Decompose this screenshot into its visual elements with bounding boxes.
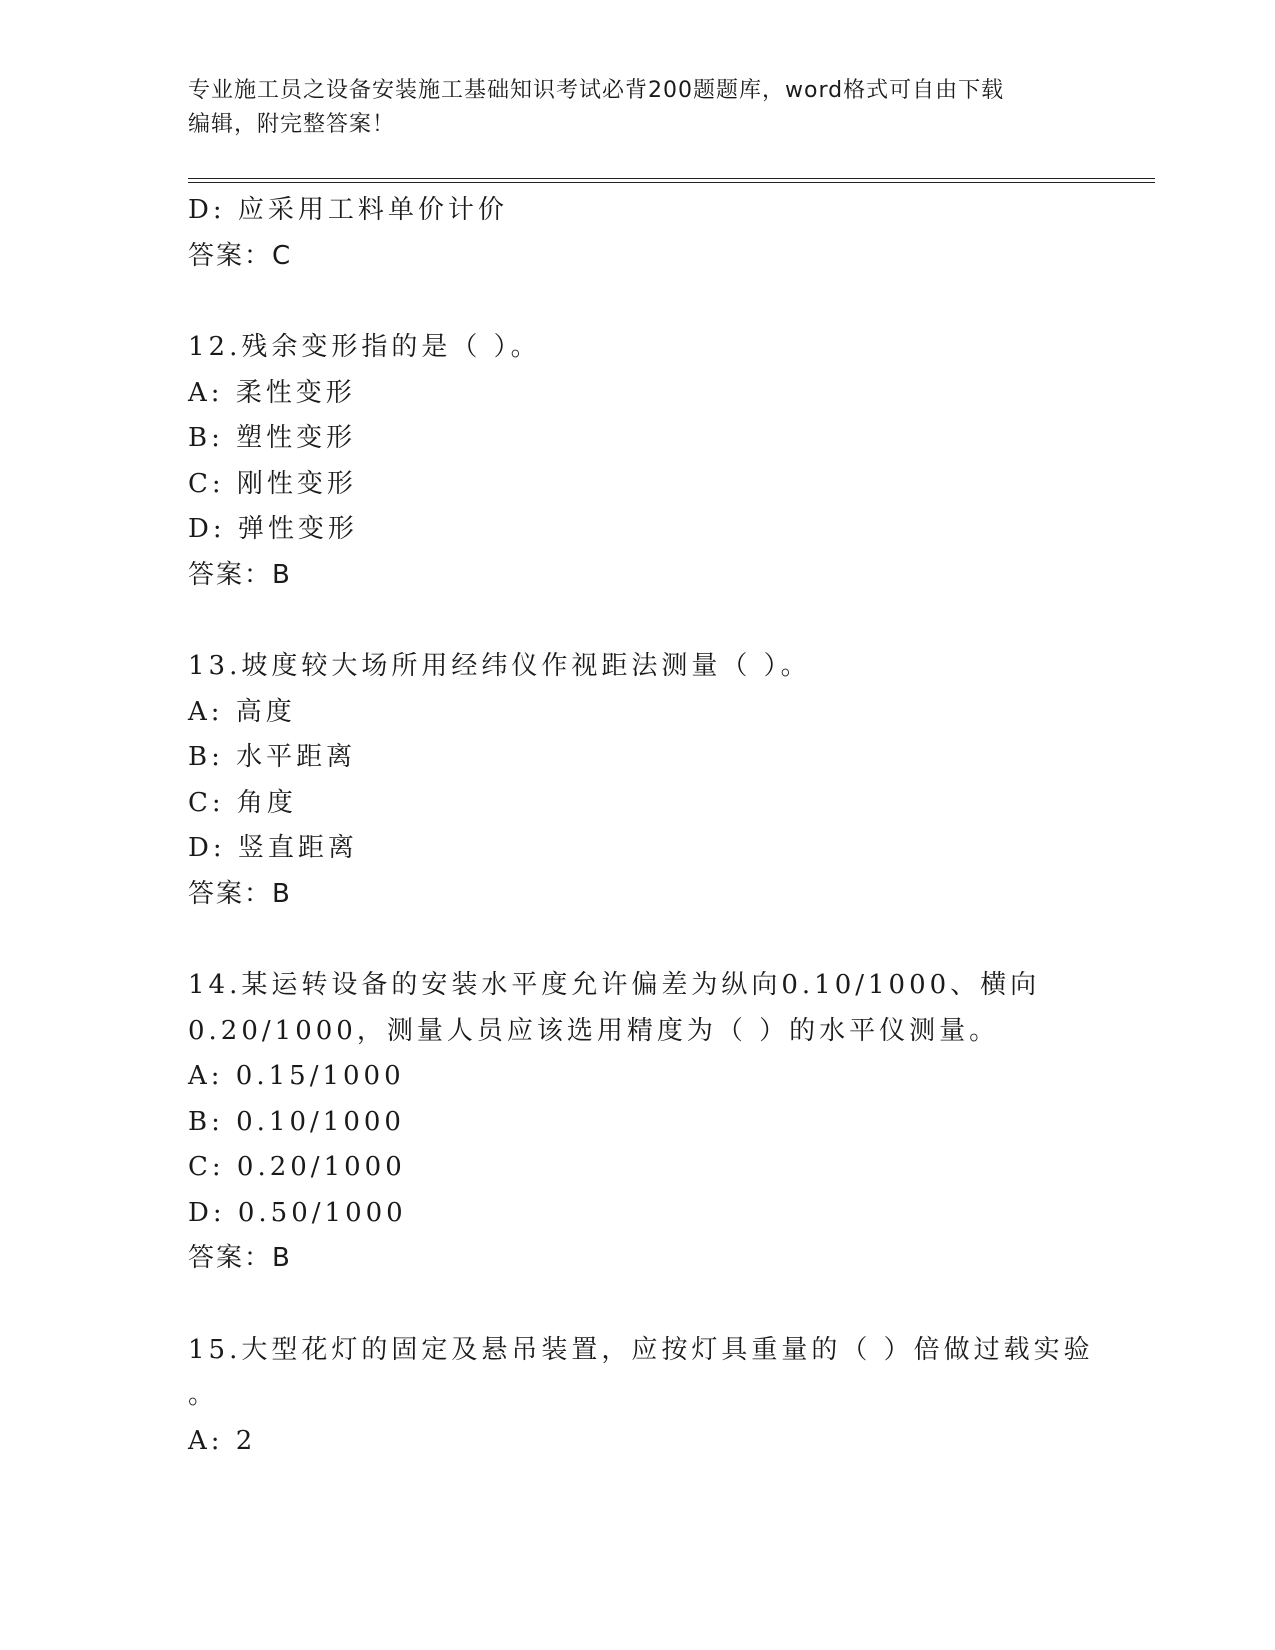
- question-15: [188, 1328, 1155, 1465]
- question-stem-line-2: 。: [188, 1380, 219, 1410]
- answer-line: 答案：B: [188, 559, 292, 590]
- header-divider: [188, 178, 1155, 183]
- option-c: C: 刚性变形: [188, 468, 357, 499]
- question-13: [188, 644, 1155, 917]
- question-stem-line-2: 0.20/1000，测量人员应该选用精度为（ ）的水平仪测量。: [188, 1015, 1000, 1046]
- question-12: [188, 325, 1155, 598]
- option-d: D: 竖直距离: [188, 833, 358, 863]
- question-14: [188, 963, 1155, 1282]
- answer-line: 答案：C: [188, 240, 293, 271]
- answer-line: 答案：B: [188, 878, 292, 909]
- option-d: D: 弹性变形: [188, 514, 358, 544]
- option-a: A: 2: [188, 1425, 257, 1456]
- option-a: A: 0.15/1000: [188, 1061, 405, 1091]
- option-d: D: 0.50/1000: [188, 1197, 407, 1228]
- header-title-line-1: 专业施工员之设备安装施工基础知识考试必背200题题库，word格式可自由下载: [188, 78, 1005, 103]
- option-c: C: 0.20/1000: [188, 1152, 406, 1182]
- option-a: A: 高度: [188, 696, 296, 727]
- header-title-line-2: 编辑，附完整答案！: [188, 112, 396, 137]
- option-d: D: 应采用工料单价计价: [188, 195, 508, 225]
- answer-line: 答案：B: [188, 1243, 292, 1273]
- question-stem: 12.残余变形指的是（ ）。: [188, 332, 541, 362]
- question-stem-line-1: 15.大型花灯的固定及悬吊装置，应按灯具重量的（ ）倍做过载实验: [188, 1334, 1094, 1365]
- option-b: B: 塑性变形: [188, 423, 357, 453]
- question-content: [188, 188, 1155, 1464]
- option-a: A: 柔性变形: [188, 377, 356, 408]
- option-b: B: 水平距离: [188, 742, 357, 772]
- option-c: C: 角度: [188, 787, 297, 818]
- question-stem-line-1: 14.某运转设备的安装水平度允许偏差为纵向0.10/1000、横向: [188, 970, 1041, 1000]
- page-header: [188, 74, 1088, 142]
- question-stem: 13.坡度较大场所用经纬仪作视距法测量（ ）。: [188, 651, 811, 681]
- option-b: B: 0.10/1000: [188, 1106, 405, 1137]
